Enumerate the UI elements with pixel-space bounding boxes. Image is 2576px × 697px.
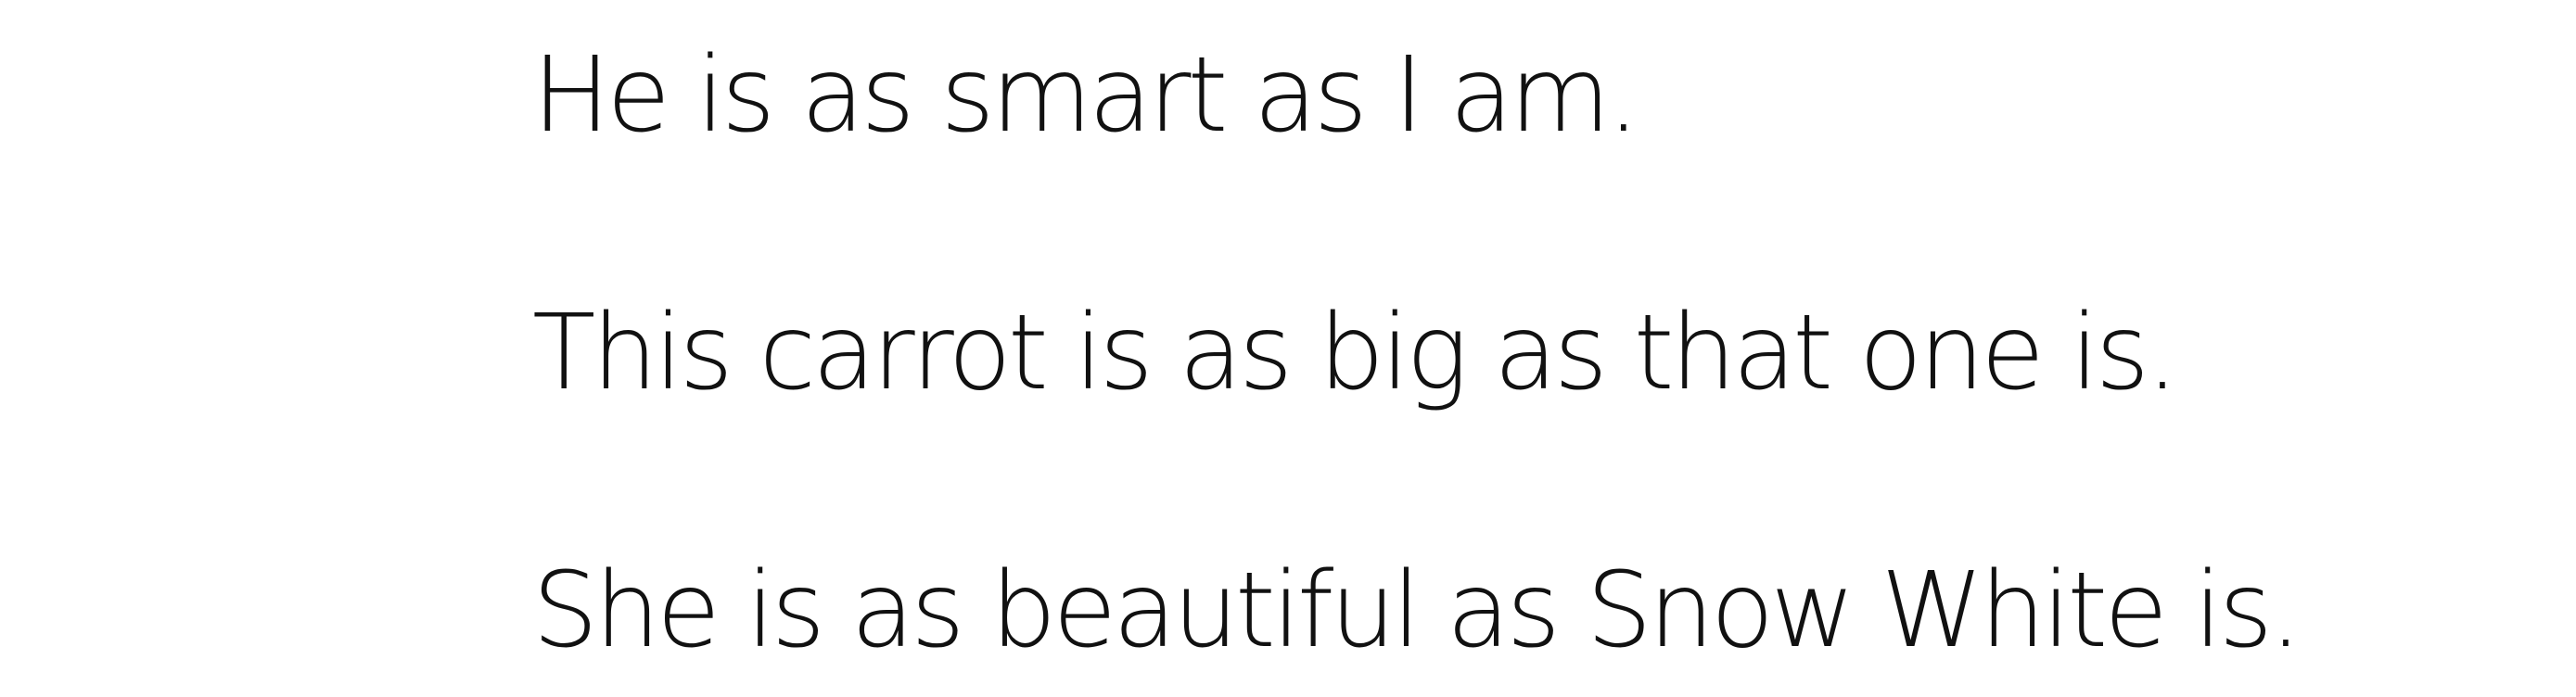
sentence-3: She is as beautiful as Snow White is.: [532, 551, 2299, 671]
sentence-1: He is as smart as I am.: [532, 35, 1637, 156]
sentence-2: This carrot is as big as that one is.: [532, 293, 2175, 413]
